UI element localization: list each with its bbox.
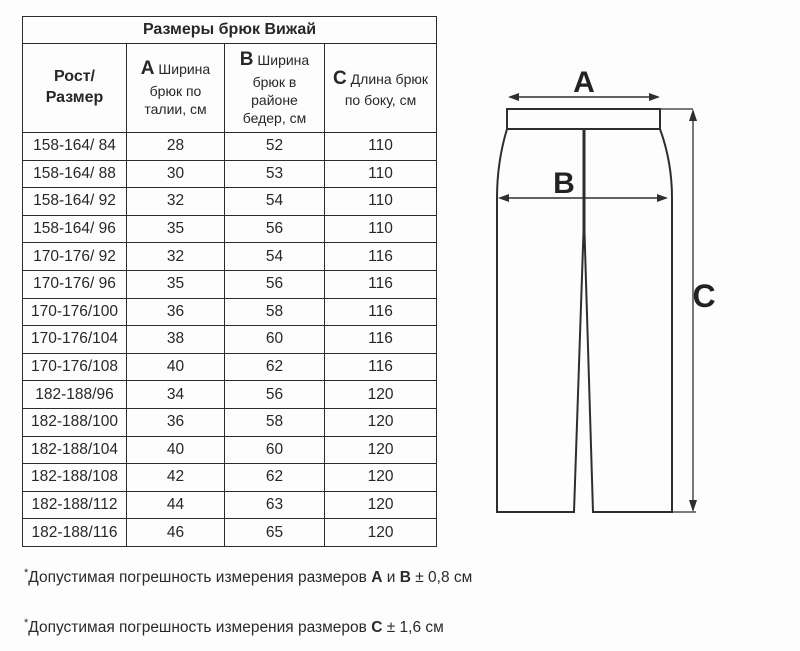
value-cell: 110: [325, 133, 437, 161]
value-cell: 28: [127, 133, 225, 161]
col-header-side-length: [325, 44, 437, 133]
table-row: [23, 160, 437, 188]
c-arrow-down-icon: [689, 500, 697, 512]
value-cell: 65: [225, 519, 325, 547]
value-cell: 60: [225, 326, 325, 354]
table-row: [23, 270, 437, 298]
footnote-text: Допустимая погрешность измерения размеров: [28, 569, 367, 587]
height-size-cell: 170-176/108: [23, 353, 127, 381]
footnote-tolerance-value: ± 1,6 см: [386, 619, 444, 637]
value-cell: 62: [225, 353, 325, 381]
value-cell: 116: [325, 243, 437, 271]
b-arrow-right-icon: [657, 194, 668, 202]
table-title-row: [23, 17, 437, 44]
diagram-label-c: C: [692, 278, 716, 314]
value-cell: 30: [127, 160, 225, 188]
dim-letter-a: A: [140, 58, 155, 80]
value-cell: 32: [127, 188, 225, 216]
height-size-cell: 182-188/104: [23, 436, 127, 464]
col-header-height-size: Рост/Размер: [23, 44, 127, 133]
height-size-cell: 158-164/ 84: [23, 133, 127, 161]
value-cell: 116: [325, 298, 437, 326]
table-row: [23, 298, 437, 326]
height-size-cell: 182-188/116: [23, 519, 127, 547]
diagram-label-b: B: [553, 167, 575, 200]
value-cell: 120: [325, 408, 437, 436]
footnote-marker: *: [24, 567, 29, 579]
table-row: [23, 353, 437, 381]
table-row: [23, 188, 437, 216]
value-cell: 116: [325, 270, 437, 298]
value-cell: 53: [225, 160, 325, 188]
value-cell: 120: [325, 381, 437, 409]
value-cell: 110: [325, 160, 437, 188]
diagram-label-a: A: [573, 66, 595, 99]
footnote-tolerance-c: [24, 617, 444, 637]
size-table: [22, 16, 437, 547]
height-size-cell: 158-164/ 88: [23, 160, 127, 188]
footnote-dim-c: C: [371, 619, 383, 637]
table-row: [23, 215, 437, 243]
value-cell: 58: [225, 408, 325, 436]
col-label-waist-width: Ширина брюк по талии, см: [144, 61, 211, 118]
dim-letter-b: B: [239, 49, 254, 71]
value-cell: 54: [225, 188, 325, 216]
dim-letter-c: C: [333, 67, 347, 89]
value-cell: 62: [225, 464, 325, 492]
value-cell: 54: [225, 243, 325, 271]
col-label-side-length: Длина брюк по боку, см: [344, 70, 428, 109]
footnote-dim-a: A: [371, 569, 383, 587]
footnote-tolerance-ab: [24, 567, 472, 587]
value-cell: 58: [225, 298, 325, 326]
height-size-cell: 158-164/ 92: [23, 188, 127, 216]
value-cell: 110: [325, 188, 437, 216]
value-cell: 44: [127, 491, 225, 519]
value-cell: 35: [127, 270, 225, 298]
height-size-cell: 170-176/ 96: [23, 270, 127, 298]
value-cell: 32: [127, 243, 225, 271]
height-size-cell: 182-188/100: [23, 408, 127, 436]
c-arrow-up-icon: [689, 109, 697, 121]
height-size-cell: 182-188/108: [23, 464, 127, 492]
value-cell: 56: [225, 270, 325, 298]
table-header-row: [23, 44, 437, 133]
value-cell: 40: [127, 353, 225, 381]
footnote-tolerance-value: ± 0,8 см: [415, 569, 473, 587]
value-cell: 56: [225, 381, 325, 409]
height-size-cell: 170-176/100: [23, 298, 127, 326]
value-cell: 35: [127, 215, 225, 243]
height-size-cell: 182-188/96: [23, 381, 127, 409]
value-cell: 42: [127, 464, 225, 492]
value-cell: 36: [127, 408, 225, 436]
a-arrow-right-icon: [649, 93, 660, 101]
height-size-cell: 170-176/104: [23, 326, 127, 354]
table-row: [23, 326, 437, 354]
col-header-waist-width: [127, 44, 225, 133]
table-row: [23, 519, 437, 547]
trouser-right-leg: [585, 129, 673, 512]
value-cell: 120: [325, 464, 437, 492]
size-table-body: [23, 133, 437, 547]
value-cell: 120: [325, 519, 437, 547]
footnote-text: Допустимая погрешность измерения размеров: [28, 619, 367, 637]
value-cell: 52: [225, 133, 325, 161]
value-cell: 116: [325, 326, 437, 354]
value-cell: 34: [127, 381, 225, 409]
value-cell: 38: [127, 326, 225, 354]
table-row: [23, 464, 437, 492]
col-label-hip-width: Ширина брюк в районе бедер, см: [242, 52, 310, 127]
height-size-cell: 158-164/ 96: [23, 215, 127, 243]
b-arrow-left-icon: [498, 194, 509, 202]
table-row: [23, 408, 437, 436]
table-row: [23, 436, 437, 464]
table-row: [23, 491, 437, 519]
footnote-conjunction: и: [386, 569, 396, 587]
value-cell: 120: [325, 491, 437, 519]
table-row: [23, 381, 437, 409]
height-size-cell: 182-188/112: [23, 491, 127, 519]
value-cell: 56: [225, 215, 325, 243]
table-row: [23, 133, 437, 161]
value-cell: 116: [325, 353, 437, 381]
col-header-hip-width: [225, 44, 325, 133]
value-cell: 46: [127, 519, 225, 547]
value-cell: 60: [225, 436, 325, 464]
table-title: Размеры брюк Вижай: [23, 17, 437, 44]
value-cell: 40: [127, 436, 225, 464]
footnote-dim-b: B: [399, 569, 411, 587]
table-row: [23, 243, 437, 271]
a-arrow-left-icon: [508, 93, 519, 101]
value-cell: 110: [325, 215, 437, 243]
value-cell: 36: [127, 298, 225, 326]
value-cell: 63: [225, 491, 325, 519]
value-cell: 120: [325, 436, 437, 464]
trousers-diagram: [480, 50, 740, 530]
height-size-cell: 170-176/ 92: [23, 243, 127, 271]
waistband: [507, 109, 660, 129]
footnote-marker: *: [24, 617, 29, 629]
